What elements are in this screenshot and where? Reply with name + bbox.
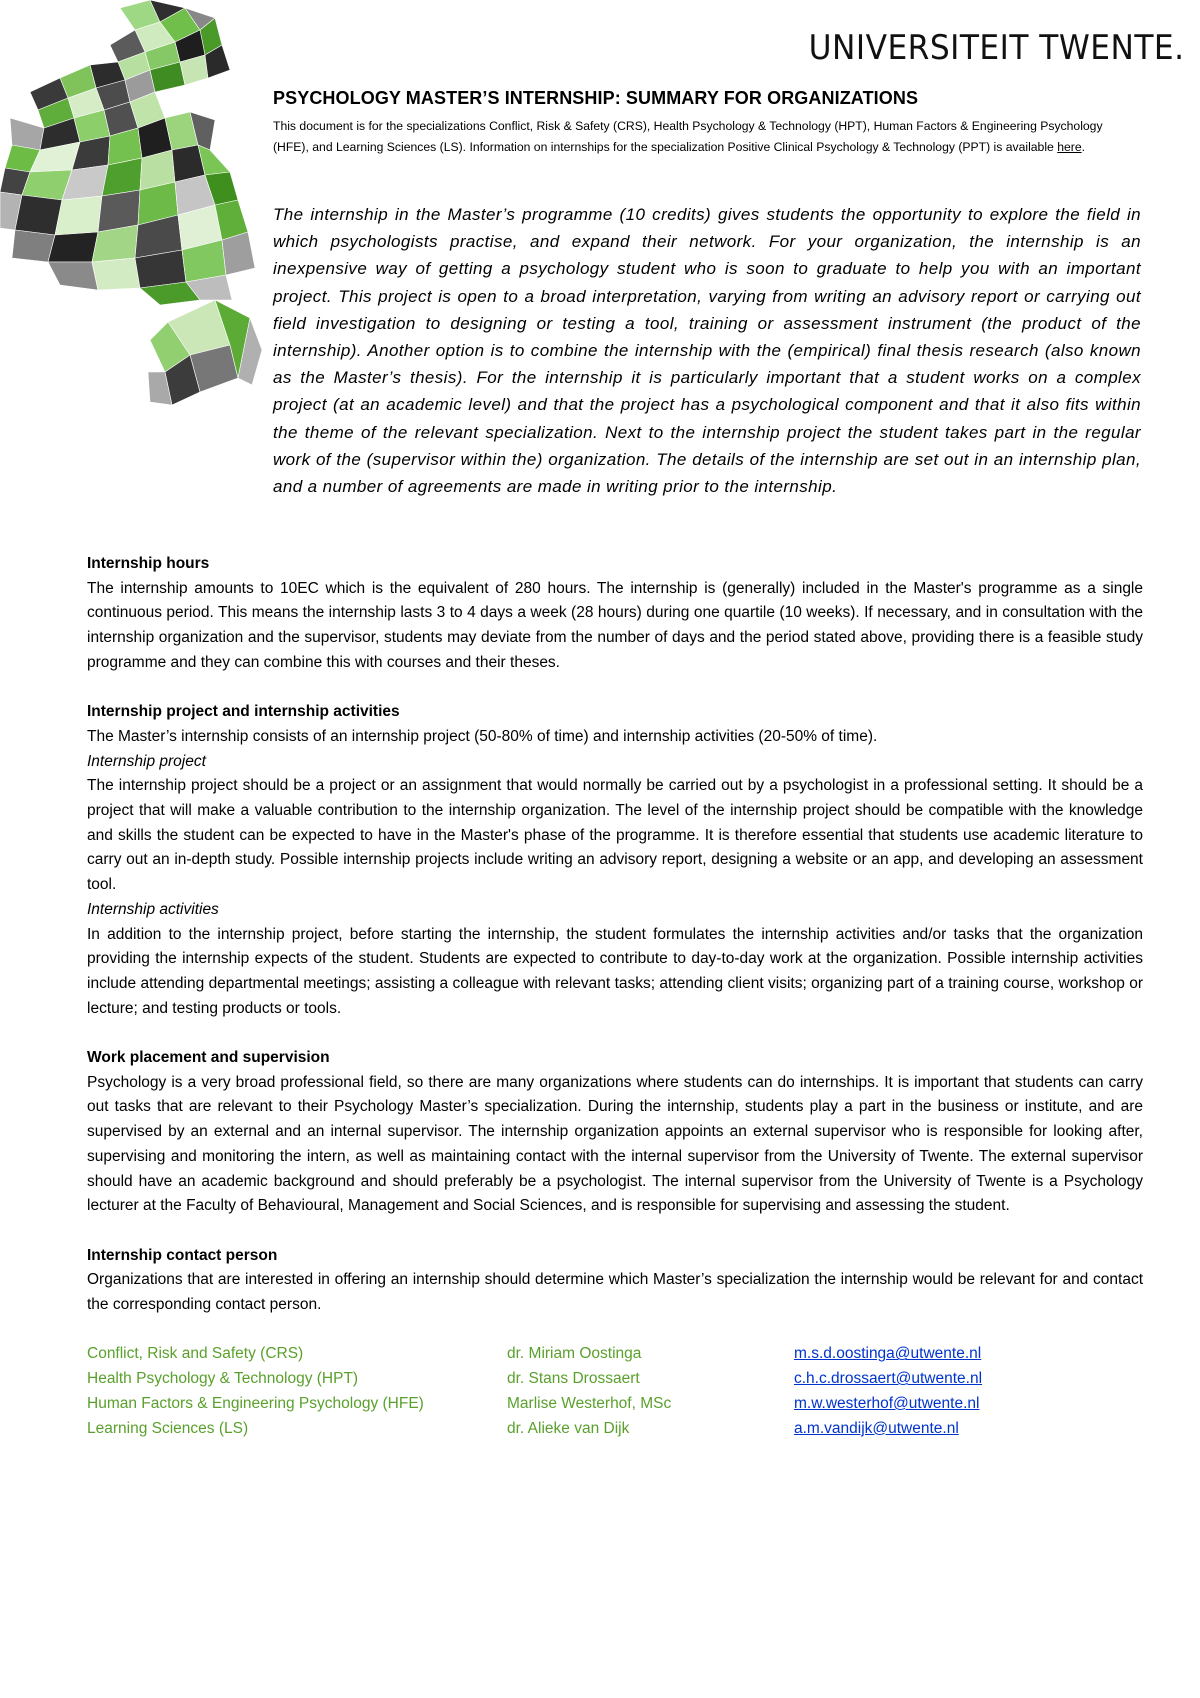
section-spacer [87, 1219, 1143, 1244]
section-spacer [87, 1021, 1143, 1046]
note-period: . [1081, 139, 1086, 154]
page-title: PSYCHOLOGY MASTER’S INTERNSHIP: SUMMARY FOR ORGANIZATIONS [273, 88, 919, 108]
university-logo: UNIVERSITEIT TWENTE. [809, 28, 1185, 68]
section-spacer [87, 676, 1143, 701]
section-contact-person [87, 1244, 1143, 1318]
contact-name-cell: dr. Alieke van Dijk [507, 1419, 630, 1437]
intro-paragraph: The internship in the Master’s programme (10 credits) gives students the opportunity to explore the field in which psychologists practise, and expand their network. For your organization, the internship is an inexpensive way of getting a psychology student who is soon to graduate to help you with an important project. This project is open to a broad interpretation, varying from writing an advisory report or carrying out field investigation to designing or testing a tool, training or assessment instrument (the product of the internship). Another option is to combine the internship with the (empirical) final thesis research (also known as the Master’s thesis). For the internship it is particularly important that a student works on a complex project (at an academic level) and that the project has a psychological component and that it also fits within the theme of the relevant specialization. Next to the internship project the student takes part in the regular work of the (supervisor within the) organization. The details of the internship are set out in an internship plan, and a number of agreements are made in writing prior to the internship. [273, 205, 1141, 497]
section-paragraph: The internship project should be a project or an assignment that would normally be carried out by a psychologist in a professional setting. It should be a project that will make a valuable contribution to the internship organization. The level of the internship project should be compatible with the knowledge and skills the student can be expected to have in the Master's phase of the programme. It is therefore essential that students use academic literature to carry out an in-depth study. Possible internship projects include writing an advisory report, designing a website or an app, and developing an assessment tool. [87, 777, 1143, 894]
email-cell [794, 1392, 1143, 1417]
table-row [87, 1392, 1143, 1417]
section-heading: Internship contact person [87, 1246, 278, 1264]
section-paragraph: The internship amounts to 10EC which is the equivalent of 280 hours. The internship is (generally) included in the Master's programme as a single continuous period. This means the internship lasts 3 to 4 days a week (28 hours) during one quartile (10 weeks). If necessary, and in consultation with the internship organization and the supervisor, students may deviate from the number of days and the period stated above, providing there is a feasible study programme and they can combine this with courses and their theses. [87, 579, 1143, 671]
subsection-heading: Internship project [87, 752, 206, 770]
main-content [87, 552, 1143, 1441]
section-project-activities [87, 700, 1143, 1021]
document-header [273, 88, 1113, 157]
section-heading: Work placement and supervision [87, 1049, 330, 1067]
specialization-cell: Learning Sciences (LS) [87, 1419, 249, 1437]
section-internship-hours [87, 552, 1143, 676]
table-row [87, 1342, 1143, 1367]
section-paragraph: Organizations that are interested in offering an internship should determine which Master’s specialization the internship would be relevant for and contact the corresponding contact person. [87, 1271, 1143, 1314]
table-row [87, 1417, 1143, 1442]
section-heading: Internship project and internship activities [87, 703, 400, 721]
email-cell [794, 1367, 1143, 1392]
specialization-note [273, 116, 1113, 157]
section-paragraph: Psychology is a very broad professional field, so there are many organizations where students can do internships. It is important that students can carry out tasks that are relevant to their Psychology Master’s specialization. During the internship, students play a part in the business or institute, and are supervised by an external and an internal supervisor. The internship organization appoints an external supervisor who is responsible for looking after, supervising and monitoring the intern, as well as maintaining contact with the internal supervisor from the University of Twente. The external supervisor should have an academic background and should preferably be a psychologist. The internal supervisor from the University of Twente is a Psychology lecturer at the Faculty of Behavioural, Management and Social Sciences, and is responsible for supervising and assessing the student. [87, 1073, 1143, 1215]
here-link[interactable]: here [1057, 139, 1082, 154]
email-link[interactable]: c.h.c.drossaert@utwente.nl [794, 1370, 983, 1388]
specialization-cell: Human Factors & Engineering Psychology (HFE) [87, 1394, 424, 1412]
specialization-cell: Conflict, Risk and Safety (CRS) [87, 1345, 304, 1363]
contact-name-cell: Marlise Westerhof, MSc [507, 1394, 672, 1412]
email-cell [794, 1417, 1143, 1442]
section-paragraph: In addition to the internship project, before starting the internship, the student formulates the internship activities and/or tasks that the organization providing the internship expects of the student. Students are expected to contribute to day-to-day work at the organization. Possible internship activities include attending departmental meetings; assisting a colleague with relevant tasks; attending client visits; organizing part of a training course, workshop or lecture; and testing products or tools. [87, 925, 1143, 1017]
table-row [87, 1367, 1143, 1392]
contact-name-cell: dr. Miriam Oostinga [507, 1345, 642, 1363]
section-work-placement [87, 1046, 1143, 1219]
contact-name-cell: dr. Stans Drossaert [507, 1370, 640, 1388]
email-link[interactable]: m.s.d.oostinga@utwente.nl [794, 1345, 982, 1363]
contacts-table [87, 1342, 1143, 1441]
section-heading: Internship hours [87, 555, 210, 572]
section-spacer [87, 1318, 1143, 1343]
specialization-cell: Health Psychology & Technology (HPT) [87, 1370, 359, 1388]
email-cell [794, 1342, 1143, 1367]
subsection-heading: Internship activities [87, 900, 219, 918]
email-link[interactable]: a.m.vandijk@utwente.nl [794, 1419, 959, 1437]
specialization-note-text: This document is for the specializations Conflict, Risk & Safety (CRS), Health Psychology & Technology (HPT), Human Factors & Engineering Psychology (HFE), and Learning Sciences (LS). Information on internships for the specialization Positive Clinical Psychology & Technology (PPT) is available [273, 119, 1103, 154]
email-link[interactable]: m.w.westerhof@utwente.nl [794, 1394, 980, 1412]
section-paragraph: The Master’s internship consists of an internship project (50-80% of time) and internship activities (20-50% of time). [87, 727, 878, 745]
decorative-polygon-graphic [0, 0, 270, 440]
